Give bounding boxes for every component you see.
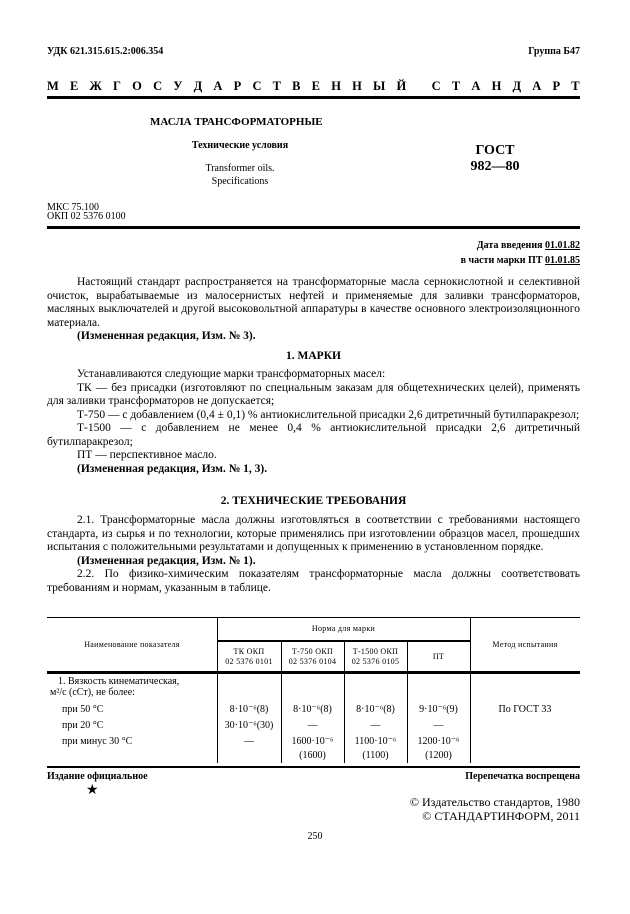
table-cell: По ГОСТ 33 <box>498 704 552 715</box>
pt-date-label: в части марки ПТ <box>460 255 543 266</box>
clause-2-2: 2.2. По физико-химическим показателям трансформаторные масла должны соответствовать требованиям и нормам, указанным в таблице. <box>47 568 580 594</box>
english-title-line2: Specifications <box>211 176 269 187</box>
banner-letter: С <box>252 79 262 93</box>
banner-letter: О <box>132 79 142 93</box>
table-cell: 9·10⁻⁶(9) <box>419 704 458 715</box>
table-header-norm-group: Норма для марки <box>311 624 376 633</box>
table-header-grade-pt: ПТ <box>432 652 445 661</box>
sub-row-label-minus30: при минус 30 °C <box>62 736 133 747</box>
copyright-line1: © Издательство стандартов, 1980 <box>409 795 580 809</box>
document-title: МАСЛА ТРАНСФОРМАТОРНЫЕ <box>150 116 323 128</box>
banner-letter: Н <box>491 79 502 93</box>
sub-row-label-50: при 50 °C <box>62 704 104 715</box>
grade-item-t750: Т-750 — с добавлением (0,4 ± 0,1) % антиокислительной присадки 2,6 дитретичный бутилпаракрезол; <box>77 408 580 421</box>
section1-heading: 1. МАРКИ <box>286 350 341 362</box>
group-code: Группа Б47 <box>528 46 580 57</box>
banner-letter: Т <box>571 79 580 93</box>
table-cell: (1200) <box>425 750 452 761</box>
sub-row-labels <box>62 702 132 750</box>
effective-dates <box>461 238 580 268</box>
intro-amendment: (Измененная редакция, Изм. № 3). <box>77 330 256 342</box>
table-col-t1500 <box>344 702 407 762</box>
banner-letter <box>417 79 420 94</box>
grade-code: 02 5376 0104 <box>288 657 337 666</box>
table-col-t750 <box>281 702 344 762</box>
intro-section <box>47 276 580 344</box>
row-title-line2: м²/с (сСт), не более: <box>50 687 135 698</box>
section2-body <box>47 514 580 595</box>
section1-amendment: (Измененная редакция, Изм. № 1, 3). <box>77 462 268 475</box>
classification-codes <box>47 203 126 221</box>
title-block-rule <box>47 226 580 229</box>
table-top-rule <box>47 617 580 618</box>
table-cell: 1600·10⁻⁶ <box>291 736 334 747</box>
table-cell: 8·10⁻⁶(8) <box>356 704 395 715</box>
official-edition: Издание официальное <box>47 771 148 782</box>
document-subtitle: Технические условия <box>191 140 289 151</box>
banner-letter: Ж <box>89 79 102 93</box>
table-col-method <box>470 702 580 718</box>
banner-letter: Ы <box>373 79 386 93</box>
table-header-rule <box>47 671 580 674</box>
gost-label: ГОСТ <box>475 143 515 158</box>
table-cell: — <box>433 720 444 731</box>
banner-letter: А <box>213 79 223 93</box>
banner-letter: Р <box>552 79 561 93</box>
grade-item-tk: ТК — без присадки (изготовляют по специальным заказам для общетехнических целей), применять для заливки трансформаторов не допускается; <box>47 381 580 407</box>
table-cell: — <box>244 736 254 747</box>
section1-lead: Устанавливаются следующие марки трансформаторных масел: <box>77 368 386 380</box>
table-cell: 1200·10⁻⁶ <box>417 736 460 747</box>
table-row-title <box>50 676 215 698</box>
banner-letter: А <box>532 79 542 93</box>
table-header-indicator: Наименование показателя <box>84 640 180 649</box>
english-title-line1: Transformer oils. <box>205 163 275 174</box>
clause-2-1: 2.1. Трансформаторные масла должны изготовляться в соответствии с требованиями настоящего стандарта, из сырья и по технологии, которые применялись при изготовлении образцов масел, прошедших испытания с положительными результатами и допущенных к применению в установленном порядке. <box>47 514 580 553</box>
banner-letter: Г <box>113 79 121 93</box>
banner-letter: С <box>153 79 163 93</box>
banner-letter: Й <box>396 79 407 93</box>
copyright-line2: © СТАНДАРТИНФОРМ, 2011 <box>422 809 580 823</box>
table-cell: (1600) <box>299 750 326 761</box>
okp-code: ОКП 02 5376 0100 <box>47 211 126 222</box>
banner-letter: Т <box>451 79 461 93</box>
section1-body <box>47 368 580 476</box>
table-cell: 8·10⁻⁶(8) <box>229 704 269 715</box>
table-cell: (1100) <box>362 750 389 761</box>
banner-letter: Е <box>69 79 79 93</box>
mks-code: МКС 75.100 <box>47 202 99 213</box>
grade-name: Т-1500 ОКП <box>352 647 399 656</box>
banner-letter: Н <box>352 79 362 93</box>
copyright-block <box>410 795 580 823</box>
intro-date-label: Дата введения <box>476 240 543 251</box>
reprint-notice: Перепечатка воспрещена <box>465 771 580 782</box>
banner-letter: У <box>173 79 183 93</box>
clause-2-1-amendment: (Измененная редакция, Изм. № 1). <box>77 554 256 567</box>
row-title-line1: 1. Вязкость кинематическая, <box>58 676 180 687</box>
banner-letter: А <box>471 79 481 93</box>
table-header-method: Метод испытания <box>492 640 558 649</box>
table-header-grade-tk <box>217 647 281 667</box>
banner-letter: Д <box>512 79 522 93</box>
grade-name: ТК ОКП <box>233 647 265 656</box>
table-header-grade-t750 <box>281 647 344 667</box>
table-col-border <box>470 617 471 763</box>
banner-letter: С <box>431 79 441 93</box>
udk-code: УДК 621.315.615.2:006.354 <box>47 46 164 57</box>
star-icon: ★ <box>86 783 99 798</box>
gost-number: 982—80 <box>470 159 520 174</box>
header-rule <box>47 96 580 99</box>
english-title <box>150 162 330 188</box>
grade-item-pt: ПТ — перспективное масло. <box>77 449 217 461</box>
table-header-grade-t1500 <box>344 647 407 667</box>
table-col-tk <box>217 702 281 750</box>
intro-date: 01.01.82 <box>545 240 580 251</box>
banner-letter: Д <box>193 79 203 93</box>
table-col-pt <box>407 702 470 762</box>
banner-letter: М <box>47 79 59 93</box>
banner-letter: Н <box>331 79 341 93</box>
table-cell: 1100·10⁻⁶ <box>354 736 397 747</box>
banner-letter: Е <box>311 79 321 93</box>
table-cell: 30·10⁻⁶(30) <box>224 720 274 731</box>
page-number: 250 <box>307 831 323 842</box>
banner-letter: В <box>292 79 301 93</box>
table-cell: — <box>307 720 318 731</box>
standard-type-banner <box>47 79 580 94</box>
sub-row-label-20: при 20 °C <box>62 720 104 731</box>
grade-code: 02 5376 0105 <box>351 657 400 666</box>
pt-date: 01.01.85 <box>545 255 580 266</box>
intro-paragraph: Настоящий стандарт распространяется на трансформаторные масла сернокислотной и селективной очисток, вырабатываемые из малосернистых нефтей и применяемые для заливки трансформаторов, масляных выключателей и другой высоковольтной аппаратуры в качестве основного электроизоляционного материала. <box>47 276 580 329</box>
banner-letter: Р <box>233 79 242 93</box>
gost-designation <box>450 143 540 175</box>
footer-rule <box>47 766 580 768</box>
table-cell: — <box>370 720 381 731</box>
banner-letter: Т <box>272 79 281 93</box>
grade-code: 02 5376 0101 <box>225 657 273 666</box>
section2-heading: 2. ТЕХНИЧЕСКИЕ ТРЕБОВАНИЯ <box>220 495 407 507</box>
grade-item-t1500: Т-1500 — с добавлением не менее 0,4 % антиокислительной присадки 2,6 дитретичный бутилпаракрезол; <box>47 422 580 448</box>
table-cell: 8·10⁻⁶(8) <box>293 704 332 715</box>
grade-name: Т-750 ОКП <box>291 647 334 656</box>
